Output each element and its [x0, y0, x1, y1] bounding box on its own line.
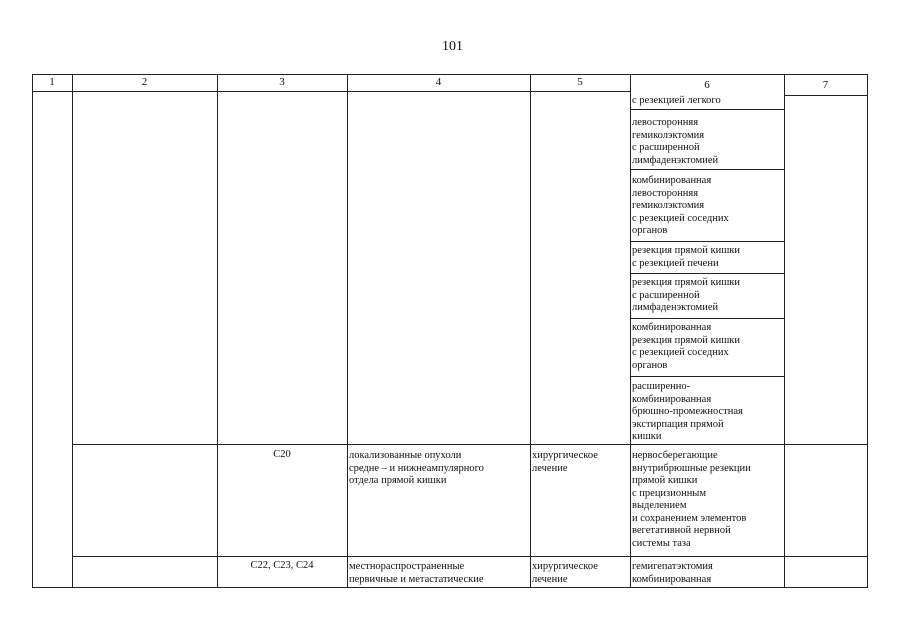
col-border-left — [32, 74, 33, 588]
col-border-2-3 — [217, 74, 218, 588]
table-bottom-border — [32, 587, 868, 588]
method-cell: левосторонняя гемиколэктомия с расширенной лимфаденэктомией — [632, 117, 719, 166]
col-border-3-4 — [347, 74, 348, 588]
header-col-5: 5 — [577, 76, 583, 88]
col6-separator — [630, 318, 784, 319]
table-top-border — [32, 74, 868, 75]
col-border-5-6 — [630, 74, 631, 588]
col6-separator — [630, 241, 784, 242]
header-bottom-border — [32, 91, 630, 92]
col6-separator — [630, 109, 784, 110]
method-cell: расширенно- комбинированная брюшно-промежностная экстирпация прямой кишки — [632, 381, 743, 442]
condition-cell: локализованные опухоли средне – и нижнеампулярного отдела прямой кишки — [349, 450, 484, 486]
page-number: 101 — [442, 39, 463, 54]
treatment-cell: хирургическое лечение — [532, 450, 598, 474]
header-col-2: 2 — [141, 76, 148, 88]
header-col-7: 7 — [822, 79, 829, 91]
method-cell: нервосберегающие внутрибрюшные резекции прямой кишки с прецизионным выделением и сохранением элементов вегетативной нервной системы таза — [632, 450, 751, 549]
col6-separator — [630, 273, 784, 274]
header-col-3: 3 — [279, 76, 285, 88]
col6-separator — [630, 169, 784, 170]
method-cell: резекция прямой кишки с резекцией печени — [632, 245, 741, 269]
row-separator-c20 — [72, 444, 868, 445]
method-cell: комбинированная левосторонняя гемиколэктомия с резекцией соседних органов — [632, 175, 729, 236]
treatment-cell: хирургическое лечение — [532, 561, 598, 585]
col-border-4-5 — [530, 74, 531, 588]
col-border-right — [867, 74, 868, 588]
method-cell: резекция прямой кишки с расширенной лимфаденэктомией — [632, 277, 741, 313]
header-col-1: 1 — [49, 76, 55, 88]
method-cell: комбинированная резекция прямой кишки с резекцией соседних органов — [632, 322, 741, 371]
header-col-6: 6 — [704, 79, 710, 91]
icd-code-cell: C20 — [273, 449, 291, 460]
header-col-4: 4 — [435, 76, 442, 88]
condition-cell: местнораспространенные первичные и метастатические — [349, 561, 484, 585]
col-border-1-2 — [72, 74, 73, 588]
col6-separator — [630, 376, 784, 377]
header-bottom-border-col7 — [784, 95, 868, 96]
method-cell: с резекцией легкого — [632, 95, 721, 106]
row-separator-c22 — [72, 556, 868, 557]
icd-code-cell: C22, C23, C24 — [250, 560, 314, 571]
col-border-6-7 — [784, 74, 785, 588]
method-cell: гемигепатэктомия комбинированная — [632, 561, 713, 585]
